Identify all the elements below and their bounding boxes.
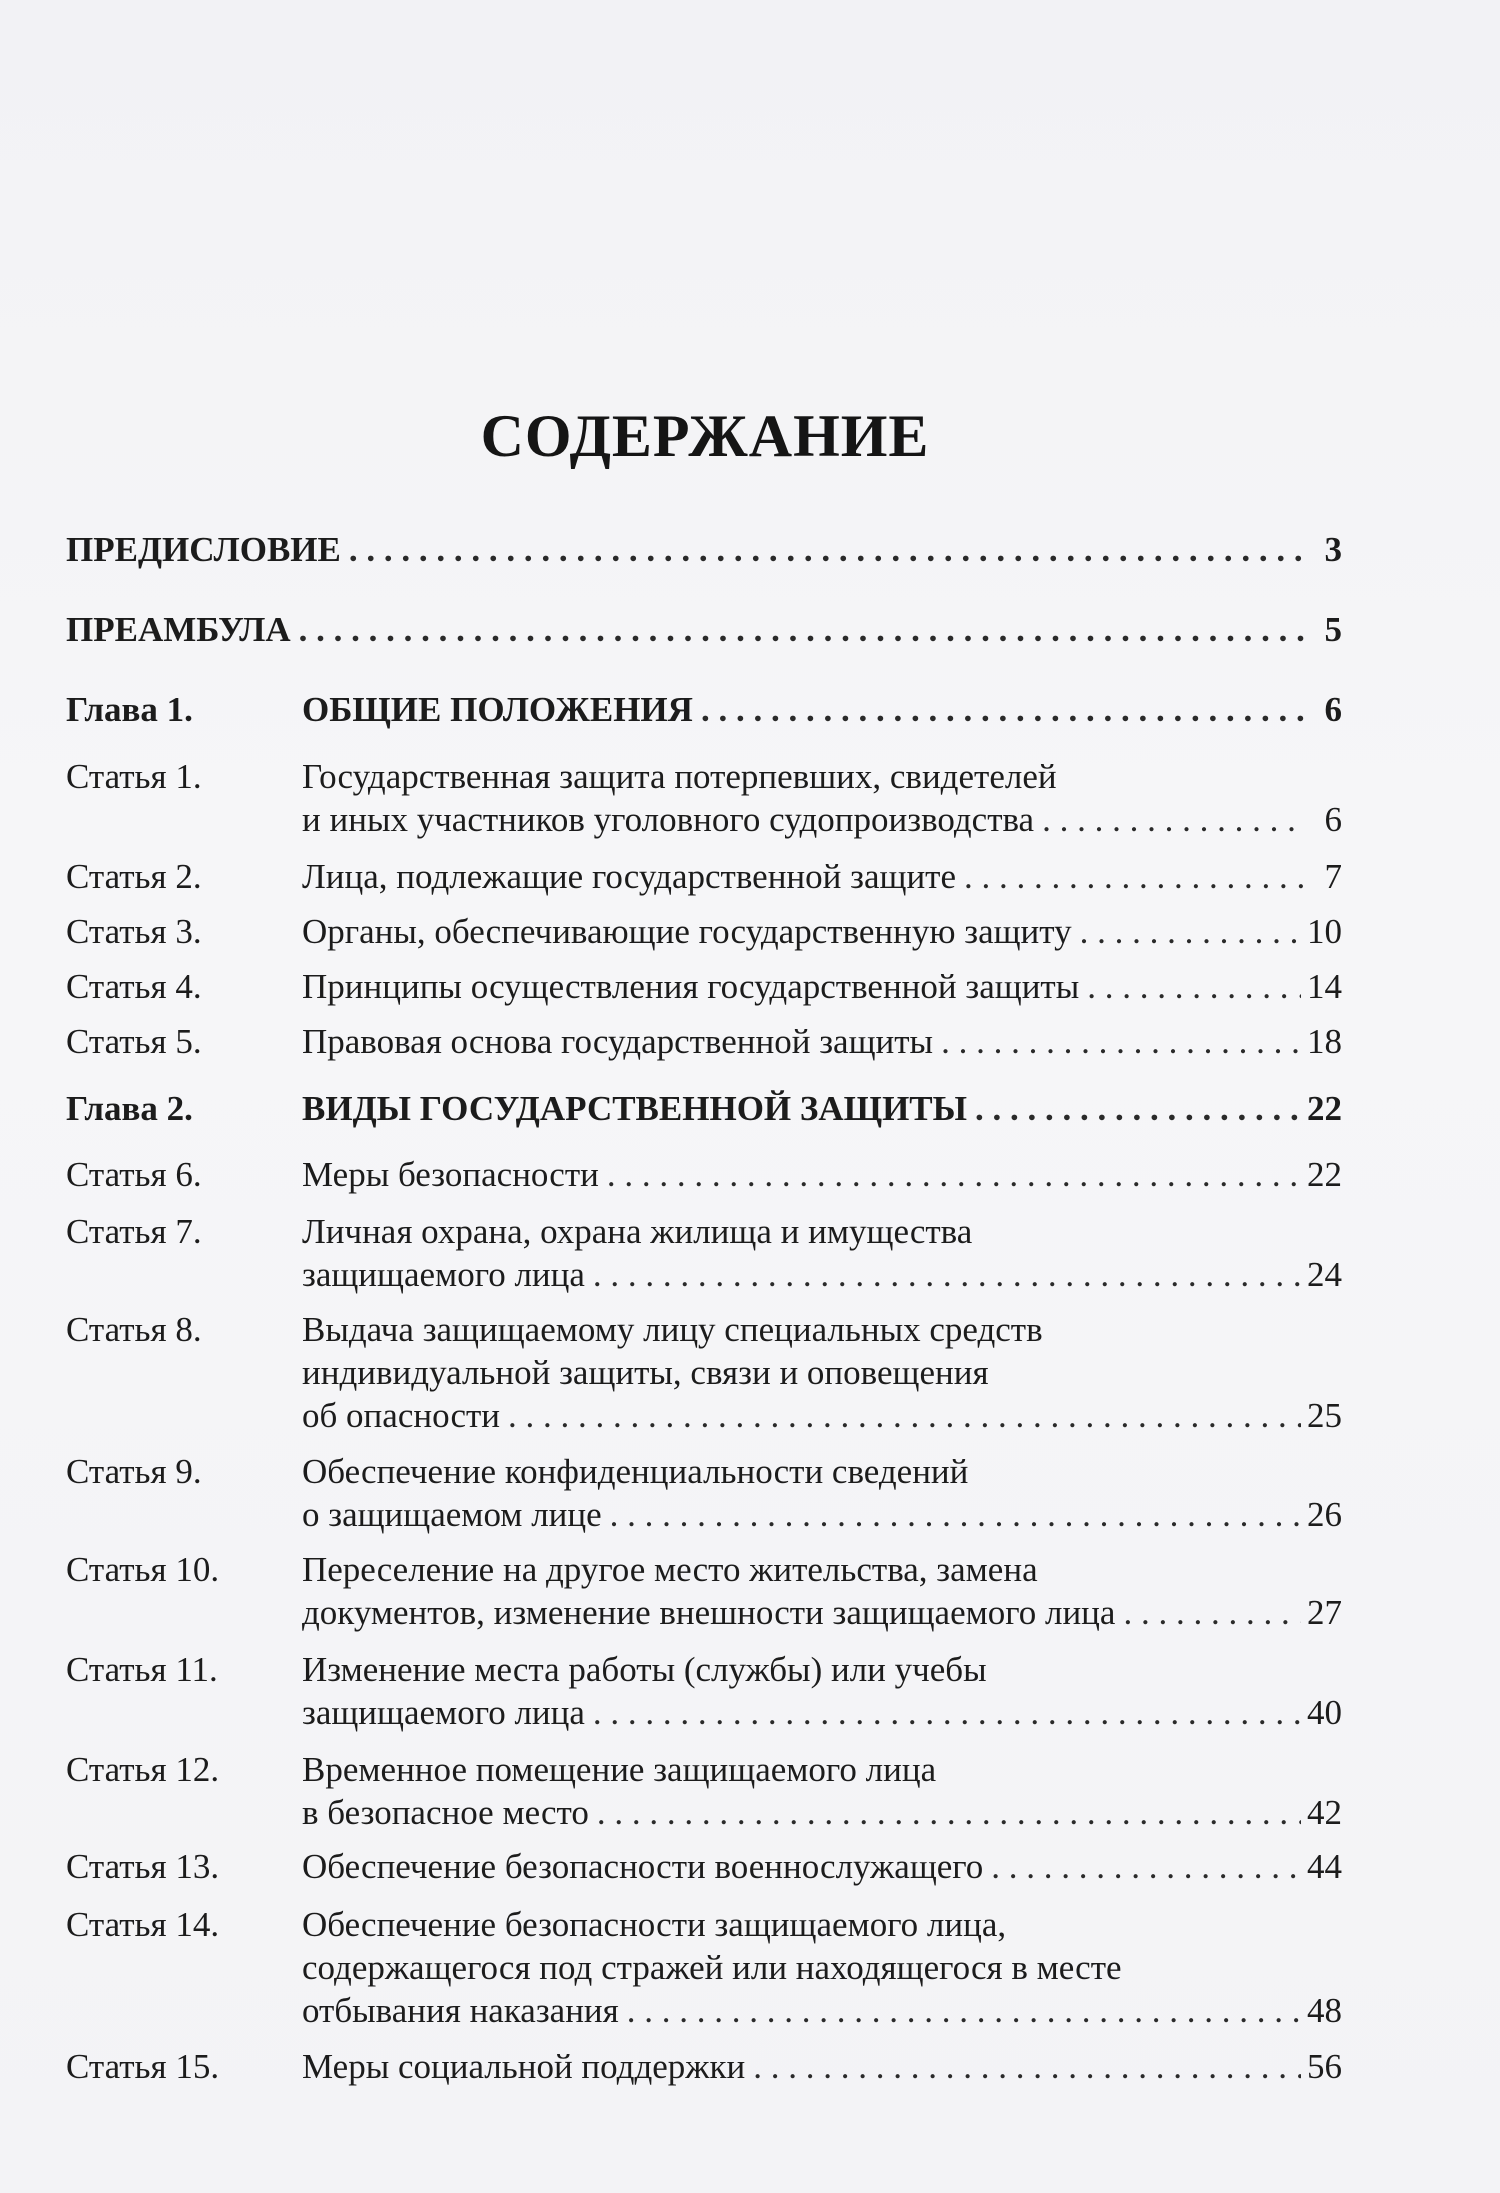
toc-entry bbox=[66, 1153, 1342, 1196]
toc-entry-line: Принципы осуществления государственной защиты bbox=[302, 967, 1080, 1006]
toc-entry-text bbox=[302, 965, 1342, 1008]
toc-entry-label: ПРЕДИСЛОВИЕ bbox=[66, 530, 341, 569]
toc-entry-line: Временное помещение защищаемого лица bbox=[302, 1750, 937, 1789]
toc-entry-line: Изменение места работы (службы) или учебы bbox=[302, 1650, 987, 1689]
toc-entry-line: ВИДЫ ГОСУДАРСТВЕННОЙ ЗАЩИТЫ bbox=[302, 1089, 968, 1128]
dot-leader bbox=[508, 1394, 1301, 1437]
page-number: 22 bbox=[1307, 1155, 1342, 1194]
toc-entry bbox=[66, 1845, 1342, 1888]
dot-leader bbox=[627, 1989, 1301, 2032]
toc-entry-label: Статья 13. bbox=[66, 1847, 220, 1886]
toc-entry-label: Статья 7. bbox=[66, 1212, 202, 1251]
toc-entry bbox=[66, 855, 1342, 898]
toc-entry-label: Статья 4. bbox=[66, 967, 202, 1006]
toc-entry-label: Статья 14. bbox=[66, 1905, 220, 1944]
toc-entry-label: Статья 1. bbox=[66, 757, 202, 796]
toc-entry bbox=[66, 1020, 1342, 1063]
toc-entry-line: Личная охрана, охрана жилища и имущества bbox=[302, 1212, 973, 1251]
page-number: 3 bbox=[1324, 530, 1342, 569]
toc-entry-text bbox=[302, 688, 1342, 731]
dot-leader bbox=[349, 528, 1306, 571]
page-number: 10 bbox=[1307, 912, 1342, 951]
toc-entry bbox=[66, 1903, 1342, 2032]
toc-entry-line: отбывания наказания bbox=[302, 1991, 619, 2030]
toc-entry-line: Лица, подлежащие государственной защите bbox=[302, 857, 957, 896]
toc-entry-label: Глава 1. bbox=[66, 690, 193, 729]
toc-entry bbox=[66, 528, 1342, 571]
toc-entry bbox=[66, 1648, 1342, 1734]
toc-entry-line: Органы, обеспечивающие государственную защиту bbox=[302, 912, 1072, 951]
toc-entry-line: Выдача защищаемому лицу специальных средств bbox=[302, 1310, 1043, 1349]
toc-entry-text bbox=[302, 1087, 1342, 1130]
page-number: 26 bbox=[1307, 1495, 1342, 1534]
page-number: 56 bbox=[1307, 2047, 1342, 2086]
dot-leader bbox=[964, 855, 1306, 898]
toc-entry-text bbox=[302, 2045, 1342, 2088]
toc-entry-text bbox=[291, 608, 1342, 651]
toc-entry-line: документов, изменение внешности защищаемого лица bbox=[302, 1593, 1116, 1632]
dot-leader bbox=[941, 1020, 1301, 1063]
dot-leader bbox=[701, 688, 1306, 731]
page-number: 18 bbox=[1307, 1022, 1342, 1061]
toc-entry-text bbox=[302, 1748, 1342, 1834]
toc-entry-label: Глава 2. bbox=[66, 1089, 193, 1128]
toc-entry-text bbox=[341, 528, 1342, 571]
toc-entry-text bbox=[302, 1020, 1342, 1063]
toc-entry-line: Государственная защита потерпевших, свидетелей bbox=[302, 757, 1057, 796]
toc-entry-label: Статья 9. bbox=[66, 1452, 202, 1491]
toc-entry-text bbox=[302, 910, 1342, 953]
toc-entry bbox=[66, 1548, 1342, 1634]
dot-leader bbox=[1123, 1591, 1301, 1634]
toc-entry-text bbox=[302, 855, 1342, 898]
toc-entry-label: Статья 3. bbox=[66, 912, 202, 951]
toc-entry bbox=[66, 965, 1342, 1008]
dot-leader bbox=[975, 1087, 1301, 1130]
toc-entry bbox=[66, 1210, 1342, 1296]
toc-entry-line: Меры социальной поддержки bbox=[302, 2047, 746, 2086]
toc-entry-text bbox=[302, 1548, 1342, 1634]
toc-entry-label: Статья 11. bbox=[66, 1650, 218, 1689]
toc-entry-text bbox=[302, 1845, 1342, 1888]
toc-entry-line: Обеспечение безопасности военнослужащего bbox=[302, 1847, 984, 1886]
toc-entry-text bbox=[302, 1450, 1342, 1536]
page-number: 40 bbox=[1307, 1693, 1342, 1732]
toc-entry bbox=[66, 755, 1342, 841]
toc-entry-label: Статья 8. bbox=[66, 1310, 202, 1349]
toc-entry-line: в безопасное место bbox=[302, 1793, 589, 1832]
toc-entry bbox=[66, 1308, 1342, 1437]
toc-entry-label: ПРЕАМБУЛА bbox=[66, 610, 291, 649]
page-number: 6 bbox=[1324, 690, 1342, 729]
page-number: 24 bbox=[1307, 1255, 1342, 1294]
toc-entry bbox=[66, 688, 1342, 731]
toc-entry bbox=[66, 2045, 1342, 2088]
toc-entry-line: об опасности bbox=[302, 1396, 501, 1435]
page-number: 6 bbox=[1324, 800, 1342, 839]
page-number: 25 bbox=[1307, 1396, 1342, 1435]
dot-leader bbox=[597, 1791, 1301, 1834]
toc-entry-line: и иных участников уголовного судопроизводства bbox=[302, 800, 1035, 839]
toc-entry-label: Статья 10. bbox=[66, 1550, 220, 1589]
page-number: 5 bbox=[1324, 610, 1342, 649]
toc-entry-line: о защищаемом лице bbox=[302, 1495, 602, 1534]
dot-leader bbox=[610, 1493, 1301, 1536]
dot-leader bbox=[299, 608, 1306, 651]
dot-leader bbox=[1080, 910, 1301, 953]
toc-entry-line: Обеспечение безопасности защищаемого лица, bbox=[302, 1905, 1007, 1944]
dot-leader bbox=[991, 1845, 1301, 1888]
toc-entry-label: Статья 5. bbox=[66, 1022, 202, 1061]
toc-entry-line: защищаемого лица bbox=[302, 1255, 585, 1294]
dot-leader bbox=[607, 1153, 1301, 1196]
toc-entry-label: Статья 12. bbox=[66, 1750, 220, 1789]
page-number: 48 bbox=[1307, 1991, 1342, 2030]
page-number: 7 bbox=[1324, 857, 1342, 896]
dot-leader bbox=[593, 1253, 1301, 1296]
toc-entry-text bbox=[302, 755, 1342, 841]
toc-entry-line: Обеспечение конфиденциальности сведений bbox=[302, 1452, 969, 1491]
dot-leader bbox=[753, 2045, 1301, 2088]
dot-leader bbox=[1042, 798, 1306, 841]
toc-entry bbox=[66, 1748, 1342, 1834]
toc-entry-text bbox=[302, 1648, 1342, 1734]
dot-leader bbox=[593, 1691, 1301, 1734]
toc-entry-line: содержащегося под стражей или находящегося в месте bbox=[302, 1948, 1122, 1987]
toc-entry bbox=[66, 910, 1342, 953]
toc-entry-label: Статья 2. bbox=[66, 857, 202, 896]
toc-entry-line: защищаемого лица bbox=[302, 1693, 585, 1732]
toc-entry-line: Правовая основа государственной защиты bbox=[302, 1022, 934, 1061]
toc-entry-text bbox=[302, 1210, 1342, 1296]
toc-entry-line: индивидуальной защиты, связи и оповещения bbox=[302, 1353, 989, 1392]
toc-entry bbox=[66, 1450, 1342, 1536]
page-number: 22 bbox=[1307, 1089, 1342, 1128]
toc-entry-text bbox=[302, 1903, 1342, 2032]
toc-entry bbox=[66, 1087, 1342, 1130]
page-title: СОДЕРЖАНИЕ bbox=[480, 403, 930, 469]
toc-entry-line: Переселение на другое место жительства, замена bbox=[302, 1550, 1038, 1589]
page-number: 27 bbox=[1307, 1593, 1342, 1632]
toc-entry-text bbox=[302, 1308, 1342, 1437]
toc-entry-label: Статья 6. bbox=[66, 1155, 202, 1194]
page-number: 44 bbox=[1307, 1847, 1342, 1886]
toc-entry-line: Меры безопасности bbox=[302, 1155, 599, 1194]
toc-entry-label: Статья 15. bbox=[66, 2047, 220, 2086]
toc-entry bbox=[66, 608, 1342, 651]
dot-leader bbox=[1087, 965, 1301, 1008]
toc-entry-line: ОБЩИЕ ПОЛОЖЕНИЯ bbox=[302, 690, 693, 729]
page-number: 42 bbox=[1307, 1793, 1342, 1832]
toc-entry-text bbox=[302, 1153, 1342, 1196]
page-number: 14 bbox=[1307, 967, 1342, 1006]
